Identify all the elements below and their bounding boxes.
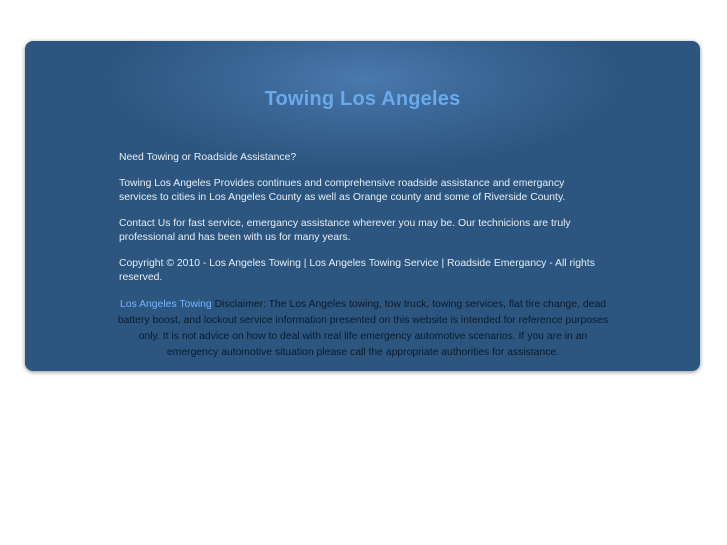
disclaimer-text: Disclaimer: The Los Angeles towing, tow truck, towing services, flat tire change, dead battery boost, and lockout service information presented on this website is intended for reference purposes only. It is not advice on how to deal with real life emergency automotive scenarios. If you are in an emergency automotive situation please call the appropriate authorities for assistance. (117, 299, 609, 358)
los-angeles-towing-link[interactable]: Los Angeles Towing (120, 299, 212, 310)
intro-text: Need Towing or Roadside Assistance? (119, 152, 297, 163)
content-section (119, 151, 599, 297)
disclaimer (115, 297, 611, 361)
contact-text: Contact Us for fast service, emergancy assistance wherever you may be. Our technicions are truly professional and has been with us for many years. (119, 217, 571, 243)
copyright-text: Copyright © 2010 - Los Angeles Towing | Los Angeles Towing Service | Roadside Emergancy - All rights reserved. (119, 257, 595, 283)
main-panel (25, 41, 700, 371)
page-title: Towing Los Angeles (264, 88, 461, 110)
description-text: Towing Los Angeles Provides continues and comprehensive roadside assistance and emergancy services to cities in Los Angeles County as well as Orange county and some of Riverside County. (119, 177, 566, 203)
